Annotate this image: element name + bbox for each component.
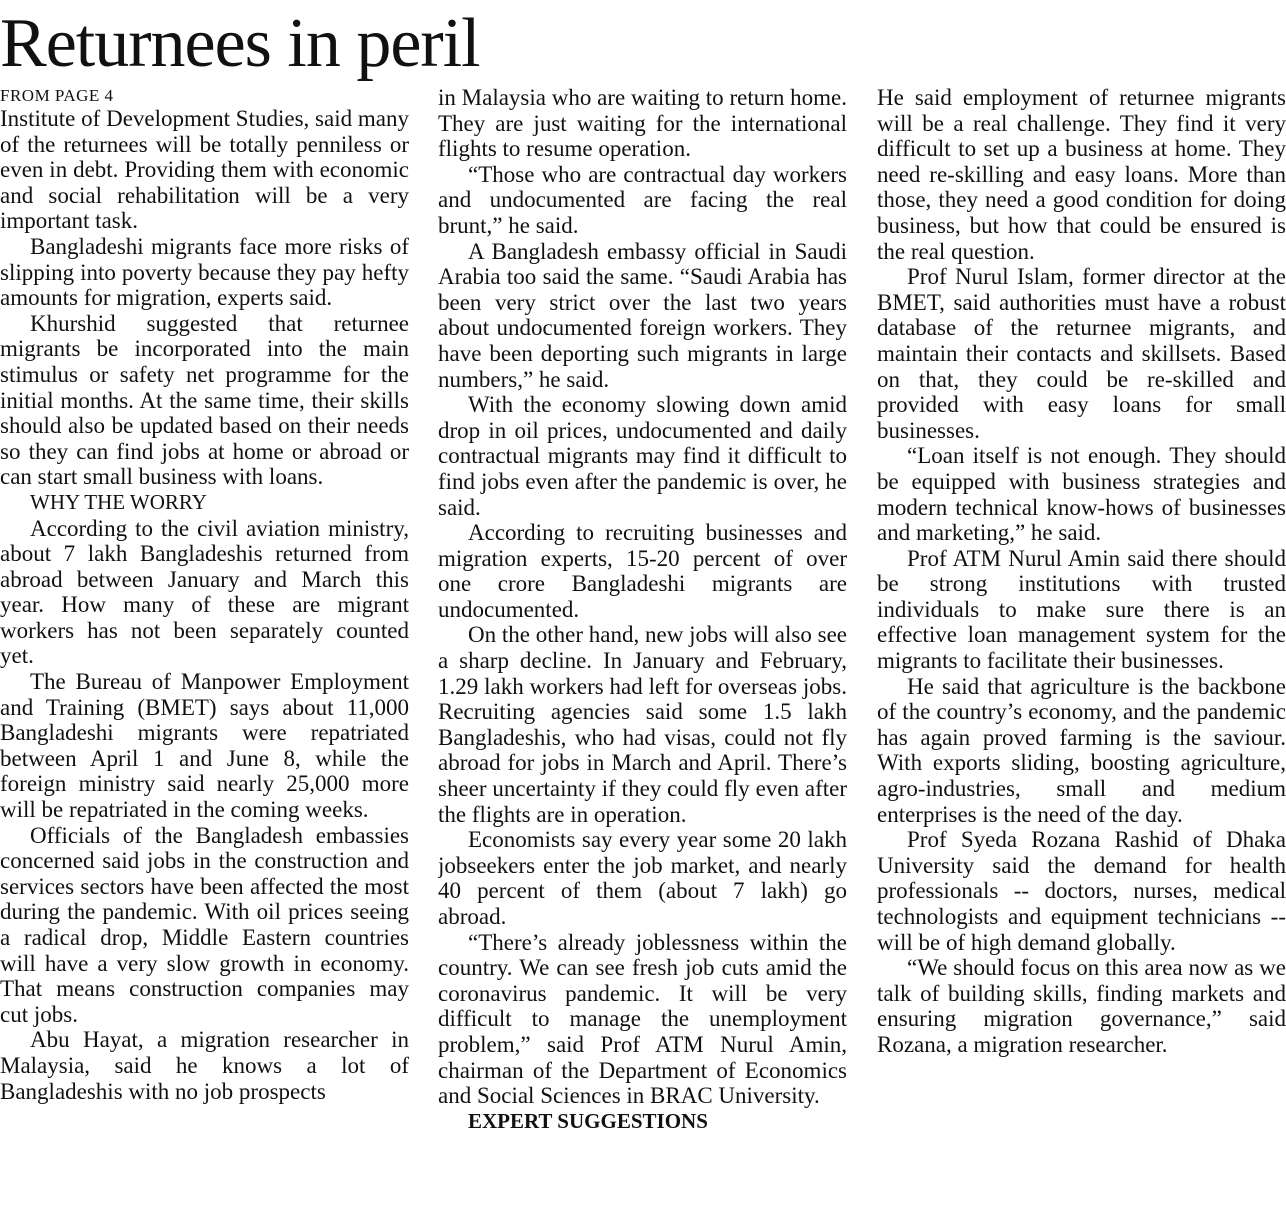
section-subhead-expert-suggestions: EXPERT SUGGESTIONS: [468, 1108, 708, 1133]
paragraph: Khurshid suggested that returnee migrants be incorporated into the main stimulus or safety net programme for the initial months. At the same time, their skills should also be updated based on their needs so they can find jobs at home or abroad or can start small business with loans.: [0, 310, 409, 490]
paragraph: Prof Nurul Islam, former director at the BMET, said authorities must have a robust database of the returnee migrants, and maintain their contacts and skillsets. Based on that, they could be re-skilled and provided with easy loans for small businesses.: [877, 264, 1286, 443]
paragraph: in Malaysia who are waiting to return home. They are just waiting for the international flights to resume operation.: [438, 85, 847, 162]
column-3: [877, 85, 1286, 1210]
paragraph: The Bureau of Manpower Employment and Training (BMET) says about 11,000 Bangladeshi migrants were repatriated between April 1 and June 8, while the foreign ministry said nearly 25,000 more will be repatriated in the coming weeks.: [0, 669, 409, 823]
continued-from-label: FROM PAGE 4: [0, 86, 114, 105]
paragraph: A Bangladesh embassy official in Saudi Arabia too said the same. “Saudi Arabia has been very strict over the last two years about undocumented foreign workers. They have been deporting such migrants in large numbers,” he said.: [438, 238, 847, 392]
paragraph: “Loan itself is not enough. They should be equipped with business strategies and modern technical know-hows of businesses and marketing,” he said.: [877, 443, 1286, 546]
paragraph: He said that agriculture is the backbone of the country’s economy, and the pandemic has again proved farming is the saviour. With exports sliding, boosting agriculture, agro-industries, small and medium enterprises is the need of the day.: [877, 673, 1286, 827]
paragraph: He said employment of returnee migrants will be a real challenge. They find it very difficult to set up a business at home. They need re-skilling and easy loans. More than those, they need a good condition for doing business, but how that could be ensured is the real question.: [877, 85, 1286, 264]
paragraph: Prof ATM Nurul Amin said there should be strong institutions with trusted individuals to make sure there is an effective loan management system for the migrants to facilitate their businesses.: [877, 545, 1286, 674]
paragraph: “There’s already joblessness within the country. We can see fresh job cuts amid the coronavirus pandemic. It will be very difficult to manage the unemployment problem,” said Prof ATM Nurul Amin, chairman of the Department of Economics and Social Sciences in BRAC University.: [438, 929, 847, 1109]
paragraph: According to the civil aviation ministry, about 7 lakh Bangladeshis returned from abroad between January and March this year. How many of these are migrant workers has not been separately counted yet.: [0, 515, 409, 669]
column-2: [438, 85, 847, 1210]
paragraph: On the other hand, new jobs will also see a sharp decline. In January and February, 1.29 lakh workers had left for overseas jobs. Recruiting agencies said some 1.5 lakh Bangladeshis, who had visas, could not fly abroad for jobs in March and April. There’s sheer uncertainty if they could fly even after the flights are in operation.: [438, 622, 847, 827]
paragraph: “We should focus on this area now as we talk of building skills, finding markets and ensuring migration governance,” said Rozana, a migration researcher.: [877, 955, 1286, 1057]
paragraph: Institute of Development Studies, said many of the returnees will be totally penniless or even in debt. Providing them with economic and social rehabilitation will be a very important task.: [0, 106, 409, 234]
paragraph: Bangladeshi migrants face more risks of slipping into poverty because they pay hefty amounts for migration, experts said.: [0, 233, 409, 311]
section-subhead-why-the-worry: WHY THE WORRY: [30, 489, 207, 514]
paragraph: Officials of the Bangladesh embassies concerned said jobs in the construction and services sectors have been affected the most during the pandemic. With oil prices seeing a radical drop, Middle Eastern countries will have a very slow growth in economy. That means construction companies may cut jobs.: [0, 822, 409, 1027]
headline: Returnees in peril: [0, 5, 480, 82]
paragraph: With the economy slowing down amid drop in oil prices, undocumented and daily contractual migrants may find it difficult to find jobs even after the pandemic is over, he said.: [438, 392, 847, 520]
paragraph: Prof Syeda Rozana Rashid of Dhaka University said the demand for health professionals -- doctors, nurses, medical technologists and equipment technicians -- will be of high demand globally.: [877, 827, 1286, 955]
paragraph: “Those who are contractual day workers and undocumented are facing the real brunt,” he said.: [438, 161, 847, 238]
paragraph: According to recruiting businesses and migration experts, 15-20 percent of over one crore Bangladeshi migrants are undocumented.: [438, 520, 847, 622]
column-1: [0, 85, 409, 1210]
paragraph: Economists say every year some 20 lakh jobseekers enter the job market, and nearly 40 percent of them (about 7 lakh) go abroad.: [438, 827, 847, 929]
paragraph: Abu Hayat, a migration researcher in Malaysia, said he knows a lot of Bangladeshis with no job prospects: [0, 1027, 409, 1104]
